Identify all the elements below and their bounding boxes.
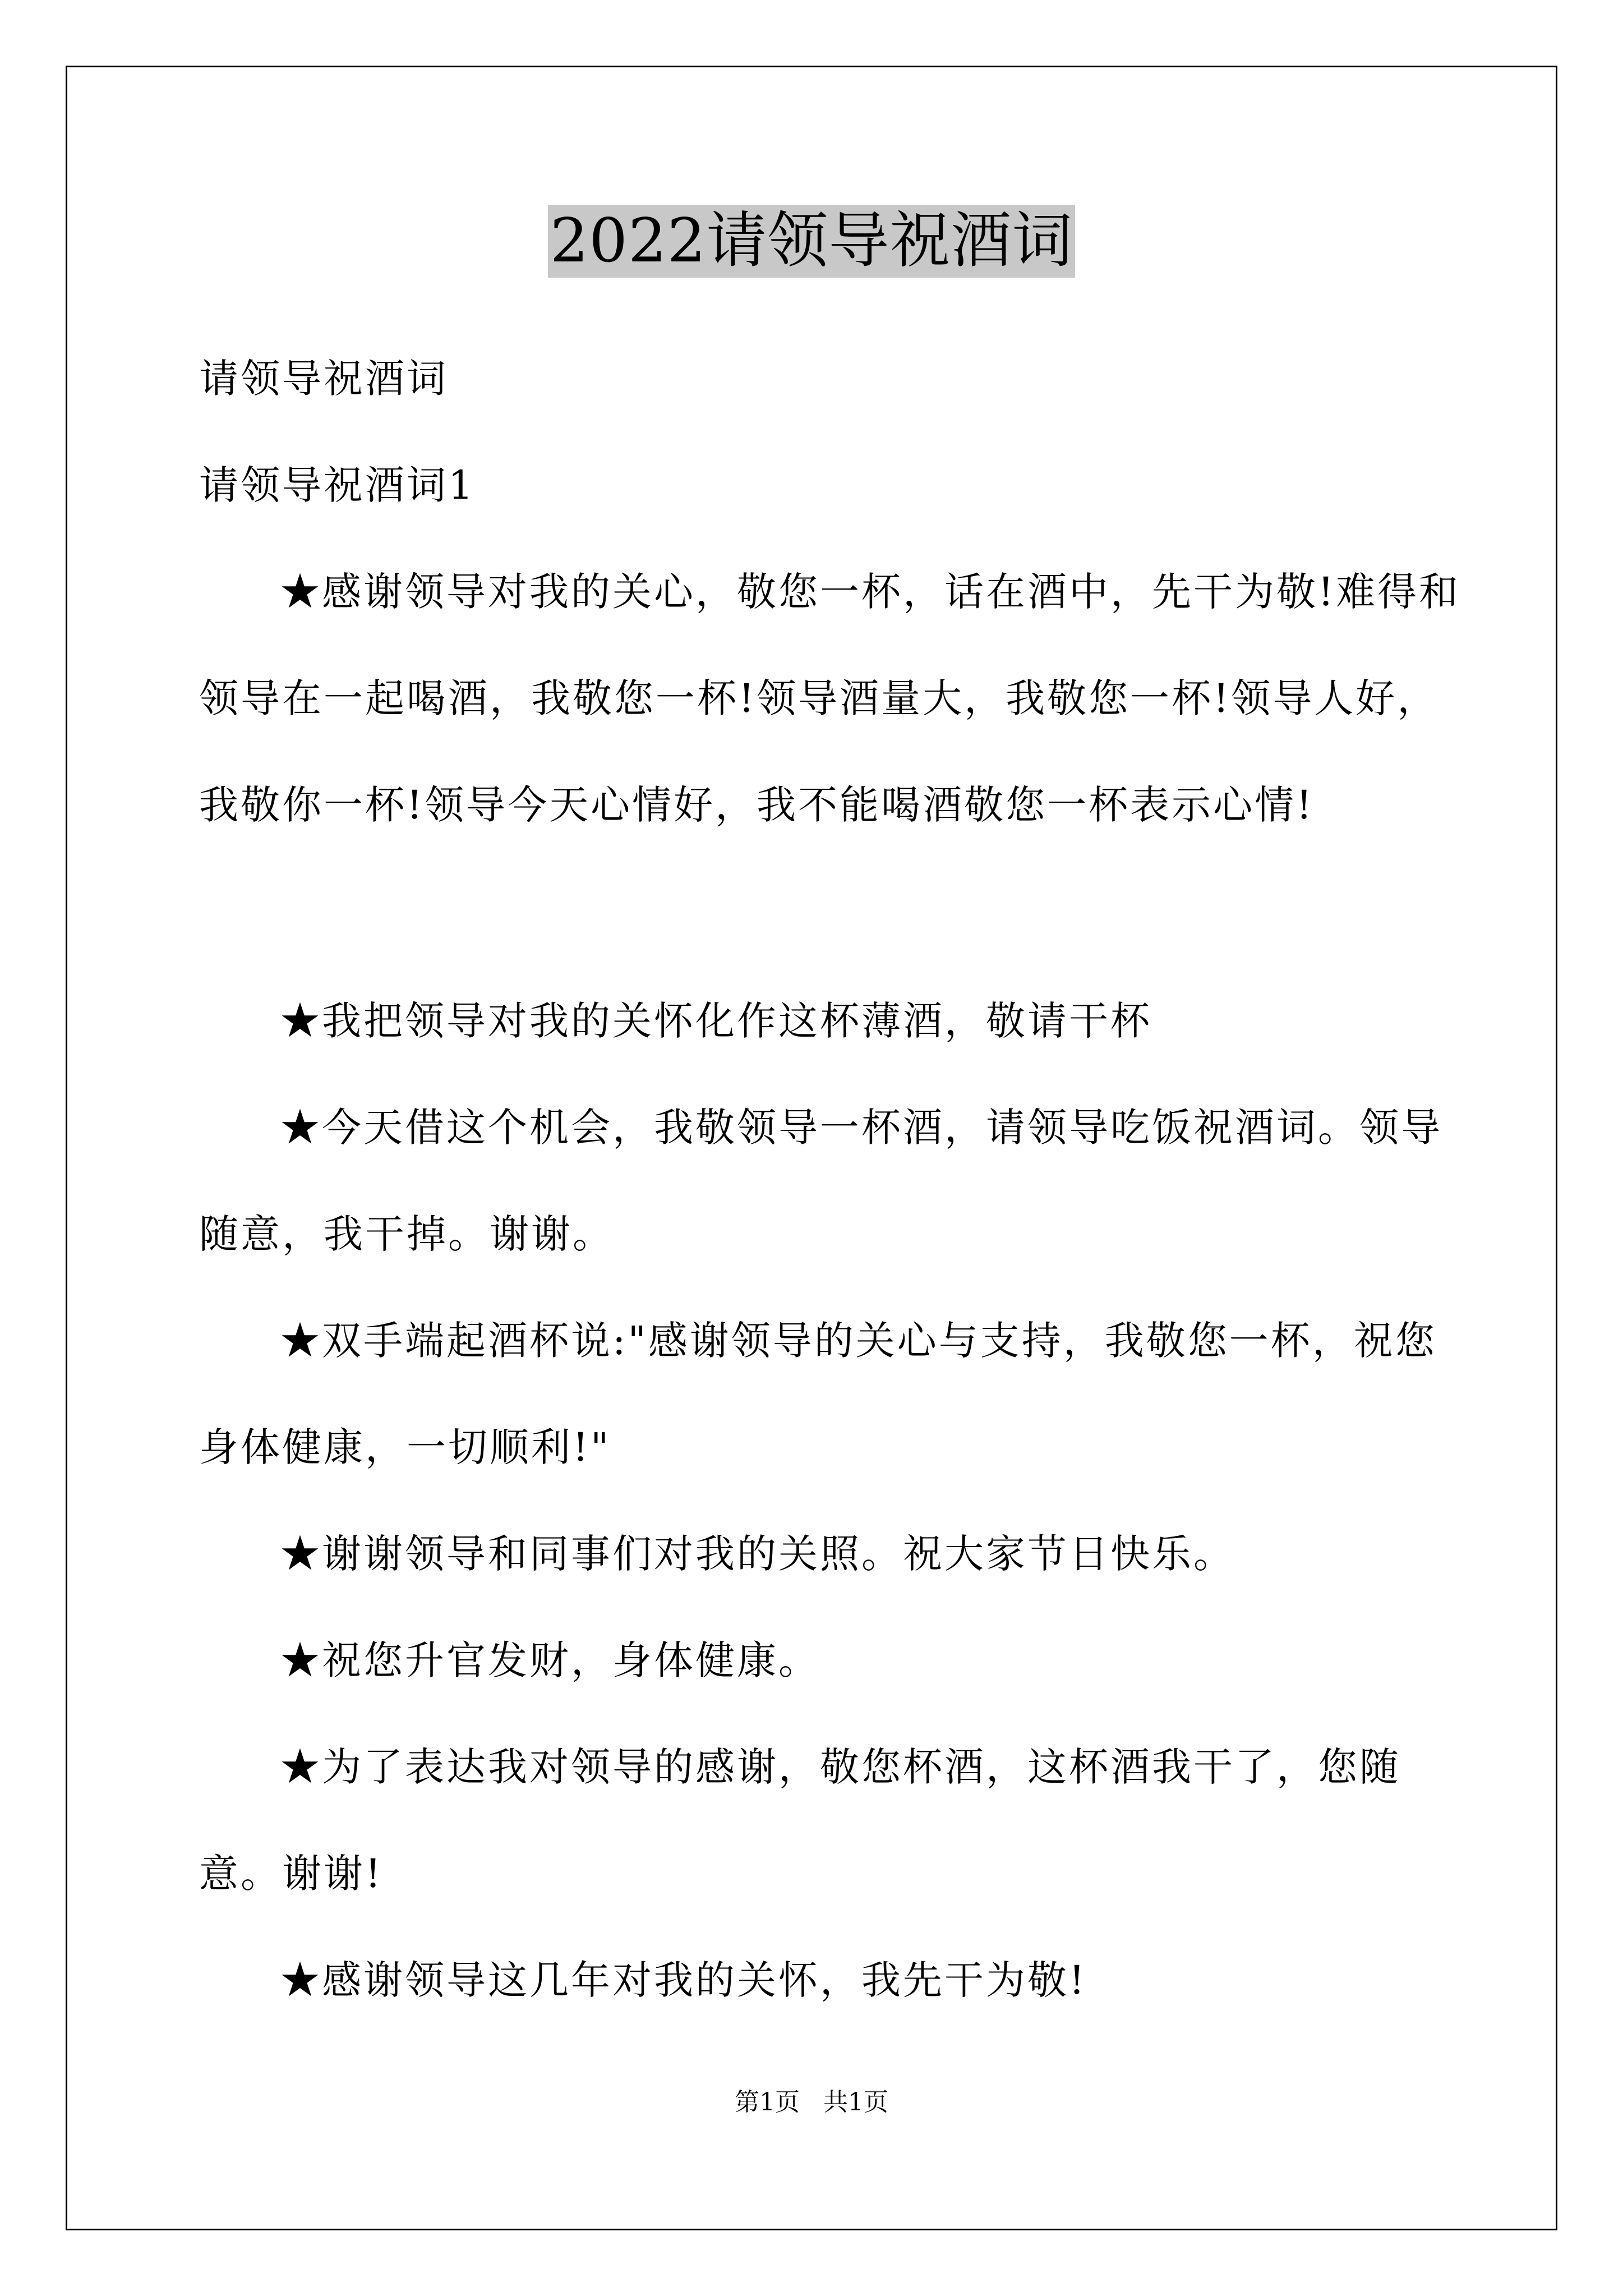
title-container	[0, 205, 1623, 278]
section-heading: 请领导祝酒词1	[199, 462, 476, 508]
paragraph-6: ★祝您升官发财，身体健康。	[280, 1637, 820, 1683]
paragraph-5: ★谢谢领导和同事们对我的关照。祝大家节日快乐。	[280, 1531, 1235, 1577]
paragraph-7: ★为了表达我对领导的感谢，敬您杯酒，这杯酒我干了，您随意。谢谢!	[199, 1744, 1401, 1897]
subtitle: 请领导祝酒词	[199, 356, 448, 402]
page-number: 第1页	[735, 2088, 800, 2116]
page-footer	[0, 2086, 1623, 2119]
paragraph-1: ★感谢领导对我的关心，敬您一杯，话在酒中，先干为敬!难得和领导在一起喝酒，我敬您一杯!领导酒量大，我敬您一杯!领导人好，我敬你一杯!领导今天心情好，我不能喝酒敬您一杯表示心情!	[199, 569, 1461, 828]
paragraph-4: ★双手端起酒杯说:"感谢领导的关心与支持，我敬您一杯，祝您身体健康，一切顺利!"	[199, 1318, 1437, 1470]
page-total: 共1页	[823, 2088, 888, 2116]
paragraph-3: ★今天借这个机会，我敬领导一杯酒，请领导吃饭祝酒词。领导随意，我干掉。谢谢。	[199, 1105, 1442, 1257]
document-title: 2022请领导祝酒词	[548, 205, 1076, 278]
paragraph-8: ★感谢领导这几年对我的关怀，我先干为敬!	[280, 1957, 1087, 2003]
paragraph-2: ★我把领导对我的关怀化作这杯薄酒，敬请干杯	[280, 998, 1152, 1044]
